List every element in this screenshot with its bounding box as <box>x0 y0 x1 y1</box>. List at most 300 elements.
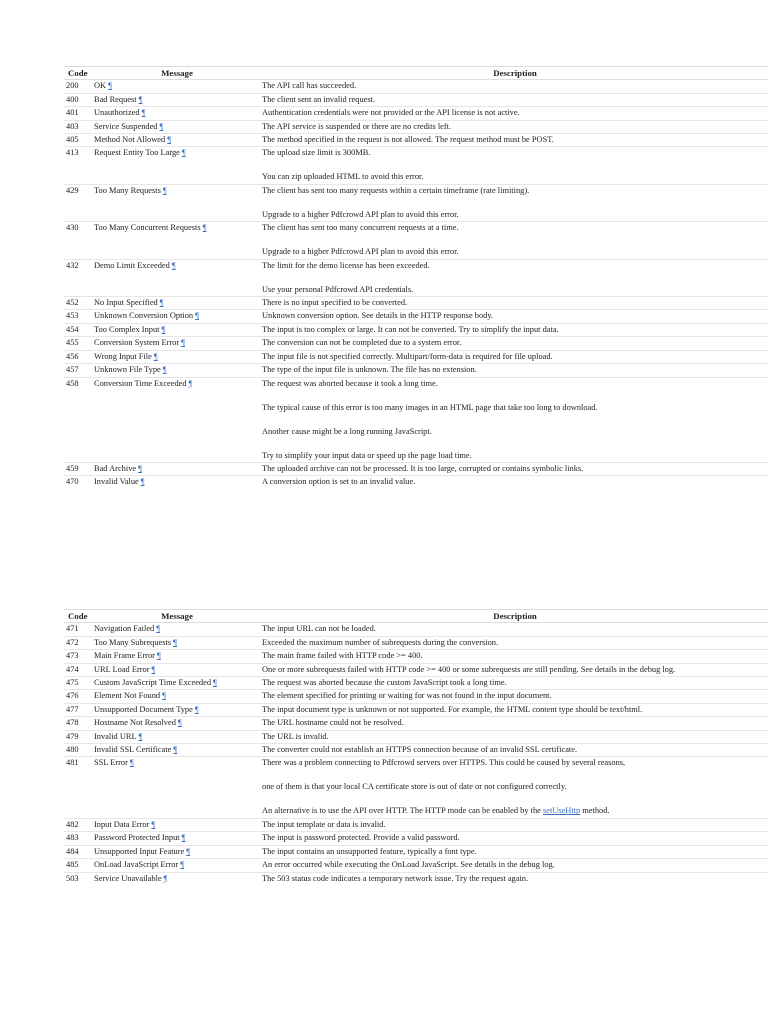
error-code: 478 <box>64 717 92 730</box>
description-text: The uploaded archive can not be processed. It is too large, corrupted or contains symbolic links. <box>262 463 584 473</box>
error-code: 476 <box>64 690 92 703</box>
description-text: The client has sent too many concurrent requests at a time. <box>262 223 459 233</box>
permalink-icon[interactable]: ¶ <box>181 338 185 348</box>
description-text: The typical cause of this error is too many images in an HTML page that take too long to download. <box>262 402 598 412</box>
error-code: 482 <box>64 818 92 831</box>
permalink-icon[interactable]: ¶ <box>188 378 193 388</box>
error-description-cell <box>262 818 768 831</box>
error-description-cell <box>262 744 768 757</box>
table-row <box>64 717 768 730</box>
error-description-cell <box>262 859 768 872</box>
error-code: 503 <box>64 872 92 885</box>
table-row <box>64 134 768 147</box>
description-text: The input contains an unsupported feature, typically a font type. <box>262 846 477 856</box>
error-description-cell <box>262 832 768 845</box>
error-message-cell <box>92 297 262 310</box>
table-row <box>64 744 768 757</box>
error-message-cell <box>92 310 262 323</box>
error-message: Demo Limit Exceeded <box>94 260 170 270</box>
error-message: Input Data Error <box>94 819 150 829</box>
description-paragraph <box>262 704 768 716</box>
error-code: 401 <box>64 107 92 120</box>
error-message: Service Suspended <box>94 121 158 131</box>
error-description-cell <box>262 650 768 663</box>
error-message: Password Protected Input <box>94 833 180 843</box>
table-row <box>64 107 768 120</box>
error-description-cell <box>262 147 768 184</box>
error-description-cell <box>262 730 768 743</box>
permalink-icon[interactable]: ¶ <box>171 260 176 270</box>
error-message: Navigation Failed <box>94 624 155 634</box>
description-text: Authentication credentials were not provided or the API license is not active. <box>262 108 520 118</box>
description-paragraph <box>262 781 768 793</box>
message-column-header: Message <box>92 67 262 80</box>
error-message-cell <box>92 259 262 296</box>
table-row <box>64 677 768 690</box>
error-code: 200 <box>66 81 79 91</box>
error-code: 400 <box>64 93 92 106</box>
permalink-icon[interactable]: ¶ <box>162 691 166 701</box>
description-text: The 503 status code indicates a temporary network issue. Try the request again. <box>262 873 529 883</box>
table-row <box>64 845 768 858</box>
description-paragraph <box>262 171 768 183</box>
error-message: Service Unavailable <box>94 873 162 883</box>
error-code: 459 <box>64 462 92 475</box>
description-paragraph <box>262 246 768 258</box>
table-row <box>64 120 768 133</box>
description-paragraph <box>262 623 768 635</box>
error-message: Request Entity Too Large <box>94 148 180 158</box>
error-codes-table-2 <box>64 609 768 885</box>
error-message-cell <box>92 107 262 120</box>
description-paragraph <box>262 717 768 729</box>
error-message-cell <box>92 120 262 133</box>
description-text: You can zip uploaded HTML to avoid this error. <box>262 172 424 182</box>
description-paragraph <box>262 846 768 858</box>
error-message-cell <box>92 80 262 93</box>
table-row <box>64 323 768 336</box>
table-header-row <box>64 610 768 623</box>
error-message-cell <box>92 730 262 743</box>
permalink-icon[interactable]: ¶ <box>162 365 167 375</box>
error-message-cell <box>92 872 262 885</box>
error-description-cell <box>262 107 768 120</box>
error-code: 452 <box>64 297 92 310</box>
description-text: The request was aborted because it took a long time. <box>262 378 438 388</box>
error-message-cell <box>92 859 262 872</box>
description-text: Another cause might be a long running JavaScript. <box>262 426 432 436</box>
error-description-cell <box>262 872 768 885</box>
error-message: OnLoad JavaScript Error <box>94 860 179 870</box>
error-message-cell <box>92 337 262 350</box>
description-paragraph <box>262 402 768 414</box>
error-message: Conversion System Error <box>94 338 180 348</box>
permalink-icon[interactable]: ¶ <box>138 731 143 741</box>
permalink-icon[interactable]: ¶ <box>159 298 164 308</box>
error-code: 455 <box>64 337 92 350</box>
description-text: An alternative is to use the API over HTTP. The HTTP mode can be enabled by the <box>262 806 543 816</box>
error-code: 432 <box>64 259 92 296</box>
permalink-icon[interactable]: ¶ <box>162 185 167 195</box>
error-message: Too Many Subrequests <box>94 637 172 647</box>
table-row <box>64 476 768 489</box>
description-text: The client sent an invalid request. <box>262 94 376 104</box>
error-message: Unknown File Type <box>94 365 161 375</box>
permalink-icon[interactable]: ¶ <box>173 637 177 647</box>
error-codes-table-1 <box>64 66 768 489</box>
description-column-header: Description <box>262 610 768 623</box>
description-paragraph <box>262 351 768 363</box>
description-text: The URL hostname could not be resolved. <box>262 718 404 728</box>
error-message-cell <box>92 717 262 730</box>
error-message-cell <box>92 832 262 845</box>
error-message-cell <box>92 677 262 690</box>
error-description-cell <box>262 323 768 336</box>
error-description-cell <box>262 845 768 858</box>
description-text: The input document type is unknown or not supported. For example, the HTML content type should be text/html. <box>262 704 643 714</box>
error-message-cell <box>92 744 262 757</box>
permalink-icon[interactable]: ¶ <box>108 81 112 91</box>
description-text: The input template or data is invalid. <box>262 819 386 829</box>
error-description-cell <box>262 690 768 703</box>
table-row <box>64 462 768 475</box>
table-row <box>64 650 768 663</box>
error-code: 480 <box>64 744 92 757</box>
description-text: The input URL can not be loaded. <box>262 624 376 634</box>
table-row <box>64 337 768 350</box>
error-message: No Input Specified <box>94 298 158 308</box>
error-description-cell <box>262 623 768 636</box>
error-description-cell <box>262 364 768 377</box>
description-column-header: Description <box>262 67 768 80</box>
description-paragraph <box>262 731 768 743</box>
description-paragraph <box>262 426 768 438</box>
permalink-icon[interactable]: ¶ <box>151 664 156 674</box>
description-text: The API service is suspended or there are no credits left. <box>262 121 452 131</box>
error-description-cell <box>262 80 768 93</box>
description-text: Upgrade to a higher Pdfcrowd API plan to avoid this error. <box>262 247 459 257</box>
table-row <box>64 757 768 818</box>
error-description-cell <box>262 757 768 818</box>
error-description-cell <box>262 677 768 690</box>
table-row <box>64 297 768 310</box>
error-message-cell <box>92 134 262 147</box>
error-message-cell <box>92 663 262 676</box>
error-message: Invalid Value <box>94 477 139 487</box>
table-row <box>64 259 768 296</box>
error-message-cell <box>92 184 262 221</box>
description-paragraph <box>262 107 768 119</box>
description-text: Exceeded the maximum number of subrequests during the conversion. <box>262 637 499 647</box>
description-text: The request was aborted because the custom JavaScript took a long time. <box>262 678 507 688</box>
permalink-icon[interactable]: ¶ <box>153 351 158 361</box>
description-paragraph <box>262 873 768 885</box>
table-row <box>64 364 768 377</box>
error-code: 485 <box>64 859 92 872</box>
description-paragraph <box>262 832 768 844</box>
description-text: Try to simplify your input data or speed up the page load time. <box>262 450 472 460</box>
error-message-cell <box>92 476 262 489</box>
error-code: 457 <box>64 364 92 377</box>
error-code: 473 <box>64 650 92 663</box>
error-description-cell <box>262 93 768 106</box>
error-message: Unauthorized <box>94 108 140 118</box>
description-paragraph <box>262 650 768 662</box>
error-message-cell <box>92 650 262 663</box>
table-row <box>64 636 768 649</box>
description-text: The input is password protected. Provide a valid password. <box>262 833 460 843</box>
table-row <box>64 872 768 885</box>
table-row <box>64 80 768 93</box>
description-paragraph <box>262 310 768 322</box>
description-text: The main frame failed with HTTP code >= 400. <box>262 651 423 661</box>
error-message: Too Complex Input <box>94 324 160 334</box>
error-description-cell <box>262 337 768 350</box>
table-row <box>64 310 768 323</box>
permalink-icon[interactable]: ¶ <box>202 223 207 233</box>
description-paragraph <box>262 664 768 676</box>
set-use-http-link[interactable]: setUseHttp <box>542 806 581 816</box>
error-message-cell <box>92 147 262 184</box>
error-code: 405 <box>64 134 92 147</box>
permalink-icon[interactable]: ¶ <box>195 311 199 321</box>
permalink-icon[interactable]: ¶ <box>213 678 217 688</box>
error-description-cell <box>262 703 768 716</box>
permalink-icon[interactable]: ¶ <box>159 121 164 131</box>
description-paragraph <box>262 121 768 133</box>
error-description-cell <box>262 476 768 489</box>
error-message: Hostname Not Resolved <box>94 718 176 728</box>
error-message: Unknown Conversion Option <box>94 311 194 321</box>
description-text: Use your personal Pdfcrowd API credentials. <box>262 284 414 294</box>
description-text: The API call has succeeded. <box>262 81 357 91</box>
description-paragraph <box>262 690 768 702</box>
permalink-icon[interactable]: ¶ <box>181 833 186 843</box>
description-paragraph <box>262 805 768 817</box>
description-paragraph <box>262 94 768 106</box>
error-message-cell <box>92 818 262 831</box>
description-paragraph <box>262 185 768 197</box>
permalink-icon[interactable]: ¶ <box>138 463 142 473</box>
error-code: 429 <box>64 184 92 221</box>
error-message-cell <box>92 462 262 475</box>
description-text: The conversion can not be completed due to a system error. <box>262 338 462 348</box>
table-row <box>64 350 768 363</box>
error-description-cell <box>262 222 768 259</box>
error-code: 471 <box>66 624 79 634</box>
error-code: 472 <box>64 636 92 649</box>
error-code: 470 <box>64 476 92 489</box>
permalink-icon[interactable]: ¶ <box>173 745 178 755</box>
permalink-icon[interactable]: ¶ <box>167 135 171 145</box>
error-code: 484 <box>64 845 92 858</box>
error-message: Too Many Requests <box>94 185 161 195</box>
error-code: 477 <box>64 703 92 716</box>
error-code: 475 <box>64 677 92 690</box>
permalink-icon[interactable]: ¶ <box>194 704 199 714</box>
description-paragraph <box>262 744 768 756</box>
permalink-icon[interactable]: ¶ <box>141 108 146 118</box>
description-paragraph <box>262 209 768 221</box>
description-text: A conversion option is set to an invalid value. <box>262 477 416 487</box>
table-row <box>64 184 768 221</box>
description-text: The client has sent too many requests within a certain timeframe (rate limiting). <box>262 185 530 195</box>
description-paragraph <box>262 463 768 475</box>
table-row <box>64 730 768 743</box>
error-message: URL Load Error <box>94 664 150 674</box>
description-text: The type of the input file is unknown. The file has no extension. <box>262 365 477 375</box>
description-paragraph <box>262 222 768 234</box>
permalink-icon[interactable]: ¶ <box>140 477 145 487</box>
permalink-icon[interactable]: ¶ <box>129 758 134 768</box>
table-row <box>64 623 768 636</box>
description-paragraph <box>262 450 768 462</box>
error-message-cell <box>92 364 262 377</box>
error-message-cell <box>92 377 262 462</box>
description-text: Unknown conversion option. See details in the HTTP response body. <box>262 311 494 321</box>
table-header-row <box>64 67 768 80</box>
description-text: An error occurred while executing the OnLoad JavaScript. See details in the debug log. <box>262 860 555 870</box>
description-paragraph <box>262 337 768 349</box>
description-text: one of them is that your local CA certificate store is out of date or not configured correctly. <box>262 782 567 792</box>
error-message-cell <box>92 623 262 636</box>
description-paragraph <box>262 80 768 92</box>
error-message-cell <box>92 323 262 336</box>
error-code: 456 <box>64 350 92 363</box>
table-row <box>64 147 768 184</box>
message-column-header: Message <box>92 610 262 623</box>
permalink-icon[interactable]: ¶ <box>181 148 186 158</box>
error-message: OK <box>94 81 107 91</box>
description-paragraph <box>262 677 768 689</box>
permalink-icon[interactable]: ¶ <box>156 651 161 661</box>
error-code: 474 <box>64 663 92 676</box>
permalink-icon[interactable]: ¶ <box>186 846 191 856</box>
error-message: Bad Request <box>94 94 137 104</box>
error-description-cell <box>262 377 768 462</box>
description-text: The input is too complex or large. It can not be converted. Try to simplify the input data. <box>262 324 559 334</box>
table-row <box>64 93 768 106</box>
description-text: method. <box>580 806 610 816</box>
error-code: 481 <box>64 757 92 818</box>
permalink-icon[interactable]: ¶ <box>180 860 184 870</box>
description-text: The converter could not establish an HTTPS connection because of an invalid SSL certificate. <box>262 745 578 755</box>
error-description-cell <box>262 636 768 649</box>
error-message: Method Not Allowed <box>94 135 166 145</box>
error-message: Unsupported Document Type <box>94 704 193 714</box>
error-code: 430 <box>64 222 92 259</box>
description-paragraph <box>262 364 768 376</box>
description-paragraph <box>262 134 768 146</box>
table-row <box>64 818 768 831</box>
description-paragraph <box>262 819 768 831</box>
error-description-cell <box>262 462 768 475</box>
description-text: The URL is invalid. <box>262 731 329 741</box>
table-row <box>64 222 768 259</box>
table-row <box>64 859 768 872</box>
description-text: One or more subrequests failed with HTTP code >= 400 or some subrequests are still pending. See details in the debug log. <box>262 664 676 674</box>
description-paragraph <box>262 476 768 488</box>
description-text: There is no input specified to be converted. <box>262 298 408 308</box>
error-message: Too Many Concurrent Requests <box>94 223 201 233</box>
error-message: Element Not Found <box>94 691 161 701</box>
error-description-cell <box>262 184 768 221</box>
description-paragraph <box>262 284 768 296</box>
permalink-icon[interactable]: ¶ <box>177 718 182 728</box>
error-code: 454 <box>64 323 92 336</box>
description-paragraph <box>262 757 768 769</box>
error-message: Bad Archive <box>94 463 137 473</box>
error-description-cell <box>262 259 768 296</box>
error-message-cell <box>92 93 262 106</box>
error-message-cell <box>92 757 262 818</box>
permalink-icon[interactable]: ¶ <box>161 324 166 334</box>
table-row <box>64 377 768 462</box>
error-code: 413 <box>64 147 92 184</box>
description-text: The element specified for printing or waiting for was not found in the input document. <box>262 691 552 701</box>
description-text: Upgrade to a higher Pdfcrowd API plan to avoid this error. <box>262 209 459 219</box>
error-description-cell <box>262 350 768 363</box>
description-paragraph <box>262 260 768 272</box>
error-description-cell <box>262 310 768 323</box>
error-message-cell <box>92 636 262 649</box>
error-message: Invalid SSL Certificate <box>94 745 172 755</box>
error-message: Custom JavaScript Time Exceeded <box>94 678 212 688</box>
error-message-cell <box>92 350 262 363</box>
error-message: Conversion Time Exceeded <box>94 378 187 388</box>
description-text: The limit for the demo license has been exceeded. <box>262 260 430 270</box>
table-row <box>64 663 768 676</box>
error-description-cell <box>262 120 768 133</box>
error-message: Unsupported Input Feature <box>94 846 185 856</box>
error-message: SSL Error <box>94 758 128 768</box>
error-message: Main Frame Error <box>94 651 155 661</box>
error-description-cell <box>262 717 768 730</box>
table-row <box>64 703 768 716</box>
permalink-icon[interactable]: ¶ <box>151 819 156 829</box>
description-paragraph <box>262 378 768 390</box>
code-column-header: Code <box>64 610 92 623</box>
code-column-header: Code <box>64 67 92 80</box>
error-code: 403 <box>64 120 92 133</box>
description-text: The input file is not specified correctly. Multipart/form-data is required for file upload. <box>262 351 553 361</box>
error-description-cell <box>262 134 768 147</box>
error-message-cell <box>92 703 262 716</box>
permalink-icon[interactable]: ¶ <box>138 94 143 104</box>
description-text: The upload size limit is 300MB. <box>262 148 371 158</box>
error-description-cell <box>262 297 768 310</box>
error-code: 483 <box>64 832 92 845</box>
permalink-icon[interactable]: ¶ <box>156 624 161 634</box>
description-paragraph <box>262 147 768 159</box>
error-message: Invalid URL <box>94 731 137 741</box>
error-message: Wrong Input File <box>94 351 152 361</box>
description-paragraph <box>262 297 768 309</box>
error-code: 458 <box>64 377 92 462</box>
description-paragraph <box>262 637 768 649</box>
error-code: 479 <box>64 730 92 743</box>
description-paragraph <box>262 859 768 871</box>
table-row <box>64 832 768 845</box>
error-message-cell <box>92 222 262 259</box>
description-text: The method specified in the request is not allowed. The request method must be POST. <box>262 135 554 145</box>
table-row <box>64 690 768 703</box>
error-message-cell <box>92 690 262 703</box>
permalink-icon[interactable]: ¶ <box>163 873 168 883</box>
error-code: 453 <box>64 310 92 323</box>
error-message-cell <box>92 845 262 858</box>
description-text: There was a problem connecting to Pdfcrowd servers over HTTPS. This could be caused by several reasons, <box>262 758 626 768</box>
